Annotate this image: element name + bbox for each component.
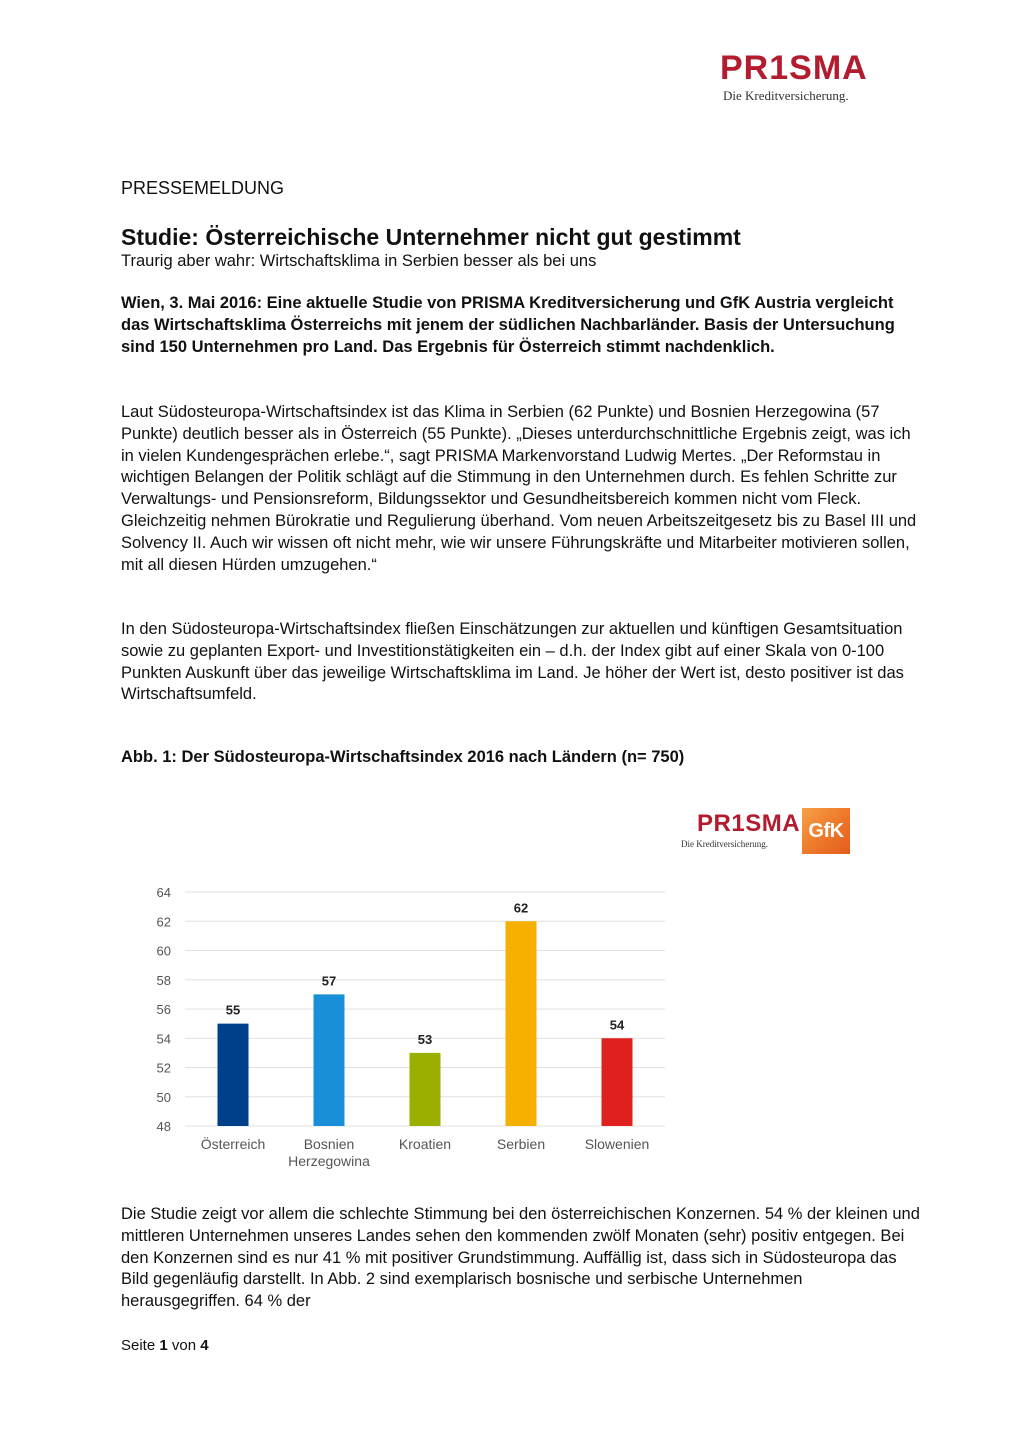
footer-page-total: 4 [200, 1337, 209, 1354]
y-tick-label: 62 [156, 914, 171, 930]
data-label: 54 [609, 1017, 625, 1033]
y-tick-label: 52 [156, 1060, 171, 1076]
footer-prefix: Seite [121, 1337, 160, 1354]
x-tick-label: Serbien [496, 1136, 546, 1152]
footer-page-number: 1 [159, 1337, 168, 1354]
body-paragraph-3: Die Studie zeigt vor allem die schlechte Stimmung bei den österreichischen Konzernen. 54 % der kleinen und mittleren Unternehmen unseres Landes sehen den kommenden zwölf Monaten (sehr) positiv entgegen. Bei den Konzernen sind es nur 41 % mit positiver Grundstimmung. Auffällig ist, dass sich in Südosteuropa das Bild gegenläufig darstellt. In Abb. 2 sind exemplarisch bosnische und serbische Unternehmen herausgegriffen. 64 % der [121, 1205, 920, 1311]
footer-middle: von [167, 1337, 201, 1354]
body-paragraph-2: In den Südosteuropa-Wirtschaftsindex fließen Einschätzungen zur aktuellen und künftigen Gesamtsituation sowie zu geplanten Export- und Investitionstätigkeiten ein – d.h. der Index gibt auf einer Skala von 0-100 Punkten Auskunft über das jeweilige Wirtschaftsklima im Land. Je höher der Wert ist, desto positiver ist das Wirtschaftsumfeld. [121, 620, 904, 704]
y-tick-label: 64 [156, 885, 171, 900]
bar-chart [140, 878, 680, 1178]
data-label: 55 [225, 1002, 241, 1018]
page-footer [121, 1337, 921, 1354]
x-tick-label: Herzegowina [288, 1153, 370, 1169]
data-label: 57 [321, 973, 337, 989]
chart-logo-tagline: Die Kreditversicherung. [681, 839, 768, 849]
y-tick-label: 50 [156, 1089, 171, 1105]
headline: Studie: Österreichische Unternehmer nicht gut gestimmt [121, 224, 741, 250]
x-tick-label: Bosnien [303, 1136, 355, 1152]
prisma-logo [720, 50, 900, 104]
gfk-logo: GfK [802, 808, 850, 854]
bar [218, 1024, 249, 1126]
chart-partner-logos [680, 808, 855, 856]
x-tick-label: Slowenien [584, 1136, 650, 1152]
subheadline: Traurig aber wahr: Wirtschaftsklima in Serbien besser als bei uns [121, 252, 597, 270]
bar [314, 994, 345, 1126]
logo-tagline: Die Kreditversicherung. [723, 88, 849, 103]
chart-logo-wordmark: PR1SMA [697, 810, 801, 837]
lead-paragraph: Wien, 3. Mai 2016: Eine aktuelle Studie von PRISMA Kreditversicherung und GfK Austria vergleicht das Wirtschaftsklima Österreichs mit jenem der südlichen Nachbarländer. Basis der Untersuchung sind 150 Unternehmen pro Land. Das Ergebnis für Österreich stimmt nachdenklich. [121, 294, 895, 356]
data-label: 62 [513, 900, 529, 916]
body-paragraph-1: Laut Südosteuropa-Wirtschaftsindex ist das Klima in Serbien (62 Punkte) und Bosnien Herzegowina (57 Punkte) deutlich besser als in Österreich (55 Punkte). „Dieses unterdurchschnittliche Ergebnis zeigt, was ich in vielen Kundengesprächen erlebe.“, sagt PRISMA Markenvorstand Ludwig Mertes. „Der Reformstau in wichtigen Belangen der Politik schlägt auf die Stimmung in den Unternehmen durch. Es fehlen Schritte zur Verwaltungs- und Pensionsreform, Bildungssektor und Gesundheitsbereich kommen nicht vom Fleck. Gleichzeitig nehmen Bürokratie und Regulierung überhand. Vom neuen Arbeitszeitgesetz bis zu Basel III und Solvency II. Auch wir wissen oft nicht mehr, wie wir unsere Führungskräfte und Mitarbeiter motivieren sollen, mit all diesen Hürden umzugehen.“ [121, 403, 917, 574]
logo-wordmark: PR1SMA [720, 49, 868, 87]
figure-caption: Abb. 1: Der Südosteuropa-Wirtschaftsindex 2016 nach Ländern (n= 750) [121, 748, 685, 766]
y-tick-label: 60 [156, 943, 171, 959]
bar [506, 921, 537, 1126]
bar [410, 1053, 441, 1126]
y-tick-label: 54 [156, 1031, 171, 1047]
bar [602, 1038, 633, 1126]
y-tick-label: 58 [156, 972, 171, 988]
press-kicker: PRESSEMELDUNG [121, 178, 285, 198]
y-tick-label: 56 [156, 1002, 171, 1017]
data-label: 53 [417, 1031, 433, 1047]
y-tick-label: 48 [156, 1119, 171, 1134]
x-tick-label: Kroatien [398, 1136, 452, 1152]
x-tick-label: Österreich [200, 1136, 266, 1152]
